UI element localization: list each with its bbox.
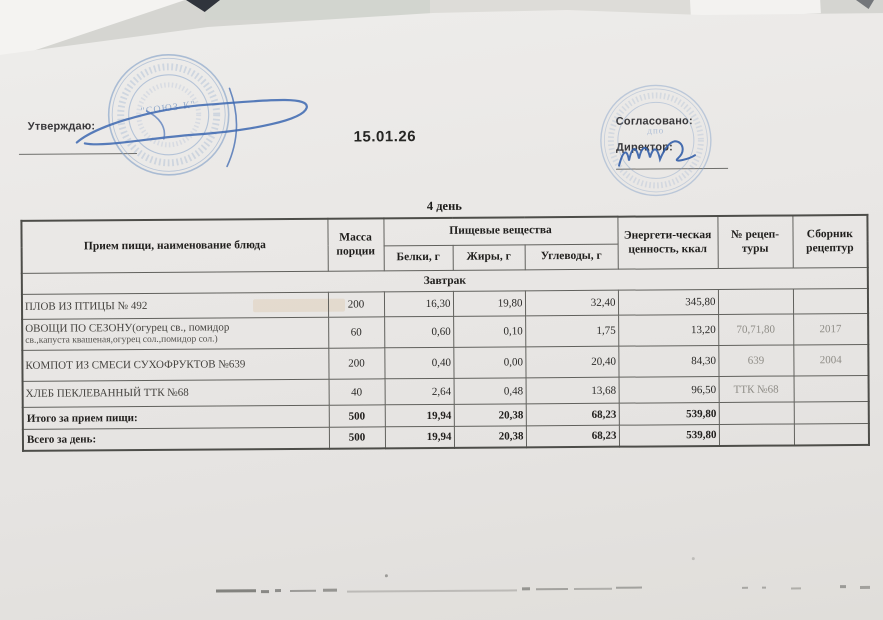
dish-name: ХЛЕБ ПЕКЛЕВАННЫЙ ТТК №68 <box>23 379 329 407</box>
dish-name: ПЛОВ ИЗ ПТИЦЫ № 492 <box>22 292 328 319</box>
left-stamp-text: "СОЮЗ-К" <box>140 99 196 117</box>
meal-total-proteins: 19,94 <box>385 404 454 426</box>
section-label: Завтрак <box>22 267 868 294</box>
dish-recipe-no: ТТК №68 <box>719 376 794 403</box>
meal-total-energy: 539,80 <box>619 402 719 425</box>
dish-recipe-no: 639 <box>718 345 793 377</box>
dish-name-line1: ОВОЩИ ПО СЕЗОНУ(огурец св., помидор <box>25 322 229 335</box>
col-header-recipe-book: Сборник рецептур <box>792 215 867 268</box>
dish-recipe-book <box>793 288 868 314</box>
col-header-fats: Жиры, г <box>453 244 525 270</box>
col-header-mass: Масса порции <box>327 218 383 271</box>
dish-energy: 84,30 <box>618 345 718 377</box>
dish-mass: 60 <box>328 317 384 348</box>
dish-recipe-book: 2017 <box>793 313 868 345</box>
dish-carbs: 32,40 <box>525 290 618 316</box>
dish-mass: 200 <box>328 348 384 379</box>
dish-energy: 345,80 <box>618 289 718 315</box>
meal-total-label: Итого за прием пищи: <box>23 405 329 429</box>
dish-name: КОМПОТ ИЗ СМЕСИ СУХОФРУКТОВ №639 <box>22 348 328 381</box>
day-total-energy: 539,80 <box>619 424 719 446</box>
day-total-label: Всего за день: <box>23 427 329 450</box>
day-total-fats: 20,38 <box>454 426 526 448</box>
dish-proteins: 0,60 <box>384 316 453 347</box>
header-row-1 <box>21 215 867 248</box>
dish-fats: 0,48 <box>454 378 526 405</box>
dish-carbs: 13,68 <box>526 377 619 404</box>
meal-total-mass: 500 <box>329 405 385 427</box>
dish-fats: 0,00 <box>453 347 525 379</box>
dish-energy: 96,50 <box>619 376 719 403</box>
document-date: 15.01.26 <box>285 128 485 146</box>
dish-name <box>22 317 328 350</box>
dish-fats: 0,10 <box>453 316 525 348</box>
dish-mass: 200 <box>328 292 384 317</box>
col-header-carbs: Углеводы, г <box>525 244 618 270</box>
col-header-recipe-no: № рецеп-туры <box>717 215 792 268</box>
approve-signature <box>77 88 308 168</box>
day-title: 4 день <box>394 199 494 215</box>
meal-total-fats: 20,38 <box>454 404 526 427</box>
dish-proteins: 16,30 <box>384 291 453 316</box>
dish-mass: 40 <box>329 379 385 405</box>
day-total-row <box>23 423 869 450</box>
dish-recipe-book <box>794 375 869 402</box>
dish-energy: 13,20 <box>618 314 718 346</box>
dish-carbs: 1,75 <box>525 315 618 347</box>
empty-cell <box>719 402 794 425</box>
day-total-proteins: 19,94 <box>385 426 454 447</box>
dish-proteins: 0,40 <box>384 347 453 378</box>
approve-label: Утверждаю: <box>28 120 96 132</box>
approve-signature-line <box>19 153 137 155</box>
col-header-energy: Энергети-ческая ценность, ккал <box>617 216 717 269</box>
dish-recipe-no: 70,71,80 <box>718 314 793 346</box>
director-signature-line <box>616 168 728 170</box>
empty-cell <box>719 424 794 446</box>
col-header-nutrients-group: Пищевые вещества <box>383 217 617 246</box>
empty-cell <box>794 401 869 424</box>
empty-cell <box>794 423 869 445</box>
agreed-label: Согласовано: <box>616 115 693 128</box>
dish-recipe-book: 2004 <box>793 344 868 376</box>
day-total-mass: 500 <box>329 427 385 448</box>
dish-name-line2: св.,капуста квашеная,огурец сол.,помидор сол.) <box>25 334 326 347</box>
col-header-proteins: Белки, г <box>384 245 453 271</box>
director-label: Директор: <box>616 141 673 153</box>
day-total-carbs: 68,23 <box>526 425 619 447</box>
right-stamp-text: дпо <box>647 125 664 135</box>
col-header-meal: Прием пищи, наименование блюда <box>21 219 327 274</box>
meal-total-carbs: 68,23 <box>526 403 619 426</box>
dish-recipe-no <box>718 289 793 315</box>
dish-fats: 19,80 <box>453 291 525 317</box>
dish-proteins: 2,64 <box>385 378 454 404</box>
right-stamp-icon <box>600 85 711 196</box>
left-stamp-icon <box>108 54 229 175</box>
dish-carbs: 20,40 <box>525 346 618 378</box>
menu-table <box>20 214 870 451</box>
